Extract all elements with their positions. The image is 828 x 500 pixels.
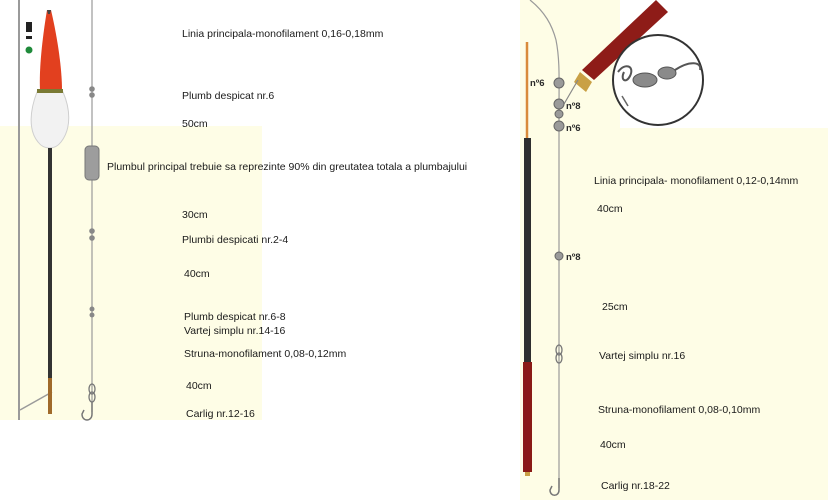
- right-length-3-label: 40cm: [600, 439, 626, 451]
- right-main-line-label: Linia principala- monofilament 0,12-0,14mm: [594, 175, 799, 187]
- shot-label-1: nº6: [530, 78, 545, 89]
- left-hooklength-label: Struna-monofilament 0,08-0,12mm: [184, 348, 347, 360]
- shot-nr6: [89, 86, 95, 92]
- hook: [82, 402, 92, 420]
- waggler-base: [523, 362, 532, 472]
- float-body: [31, 92, 69, 148]
- left-hook-label: Carlig nr.12-16: [186, 408, 255, 420]
- shot-label-2: nº8: [566, 101, 581, 112]
- shot-label-4: nº8: [566, 252, 581, 263]
- right-line: [550, 78, 564, 495]
- shot-2: [554, 99, 564, 109]
- left-swivel-label: Vartej simplu nr.14-16: [184, 325, 286, 337]
- left-length-2-label: 30cm: [182, 209, 208, 221]
- pole-tip: [523, 0, 570, 476]
- waggler-body: [524, 138, 531, 362]
- float-marker-mid: [26, 36, 32, 39]
- right-length-2-label: 25cm: [602, 301, 628, 313]
- left-line: [82, 0, 99, 420]
- shot-4: [555, 252, 563, 260]
- shot-3: [554, 121, 564, 131]
- shot-nr6-8: [90, 307, 95, 312]
- float-marker-green: [26, 47, 33, 54]
- float-tip: [40, 10, 62, 90]
- left-shot-bottom-label: Plumb despicat nr.6-8: [184, 311, 286, 323]
- float-base: [48, 378, 52, 414]
- left-shot-top-label: Plumb despicat nr.6: [182, 90, 275, 102]
- support-line: [18, 0, 20, 420]
- left-length-1-label: 50cm: [182, 118, 208, 130]
- right-swivel-label: Vartej simplu nr.16: [599, 350, 686, 362]
- shot-nr2-4: [89, 228, 95, 234]
- float-marker-top: [26, 22, 32, 32]
- right-hooklength-label: Struna-monofilament 0,08-0,10mm: [598, 404, 761, 416]
- right-length-1-label: 40cm: [597, 203, 623, 215]
- float-stem: [48, 148, 52, 378]
- left-shot-middle-label: Plumbi despicati nr.2-4: [182, 234, 289, 246]
- float-band: [37, 89, 63, 93]
- right-hook-label: Carlig nr.18-22: [601, 480, 670, 492]
- float: [18, 0, 69, 420]
- left-length-4-label: 40cm: [186, 380, 212, 392]
- right-hook: [550, 478, 559, 495]
- support-strut: [20, 392, 52, 410]
- shot-1: [554, 78, 564, 88]
- shot-label-3: nº6: [566, 123, 581, 134]
- main-weight: [85, 146, 99, 180]
- left-main-line-label: Linia principala-monofilament 0,16-0,18mm: [182, 28, 384, 40]
- left-length-3-label: 40cm: [184, 268, 210, 280]
- left-main-weight-label: Plumbul principal trebuie sa reprezinte 90% din greutatea totala a plumbajului: [107, 161, 468, 173]
- swivel-detail-circle: [613, 35, 703, 125]
